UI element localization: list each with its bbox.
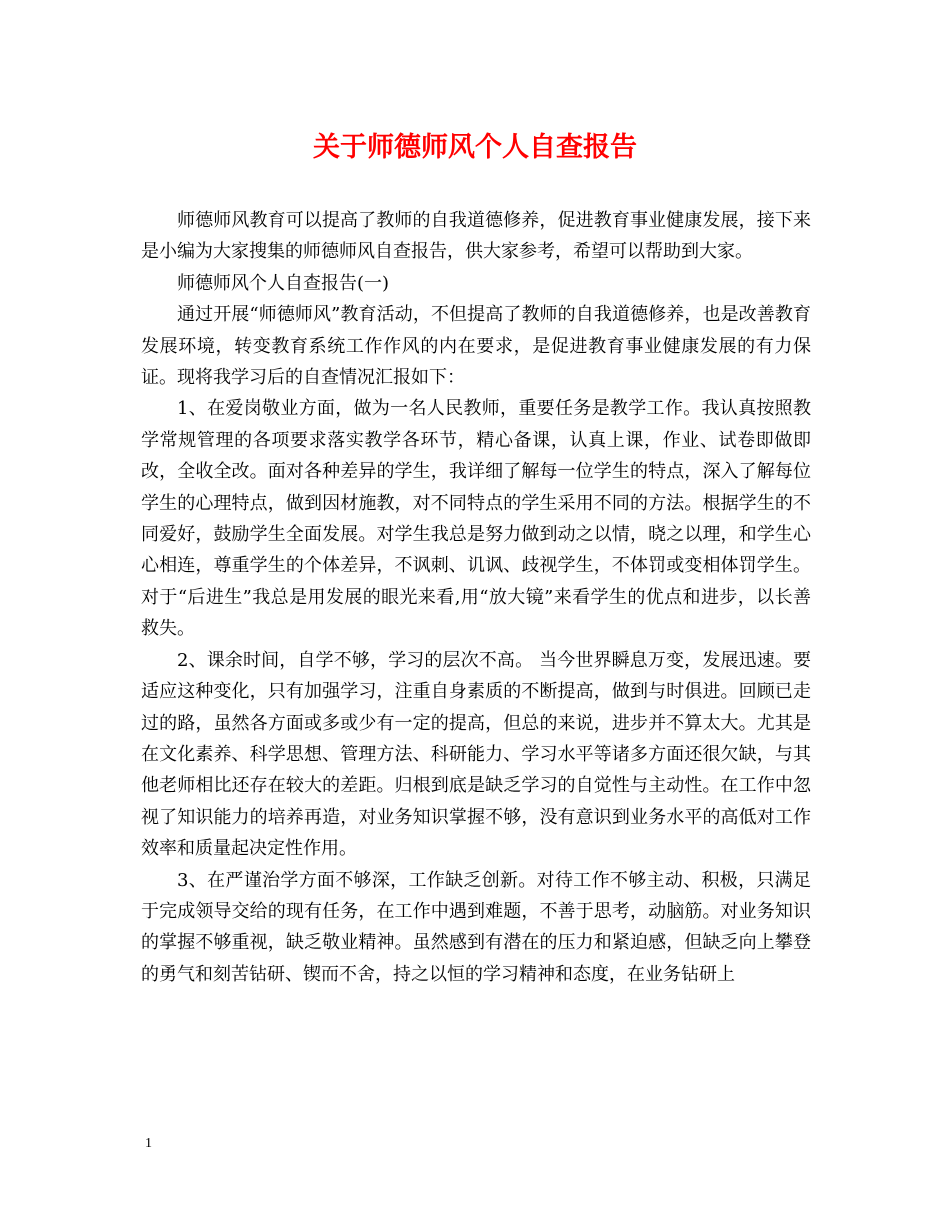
document-title: 关于师德师风个人自查报告 [313,132,637,163]
page-number: 1 [145,1136,152,1151]
body-paragraph: 1、在爱岗敬业方面，做为一名人民教师，重要任务是教学工作。我认真按照教学常规管理的各项要求落实教学各环节，精心备课，认真上课，作业、试卷即做即改，全收全改。面对各种差异的学生，我详细了解每一位学生的特点，深入了解每位学生的心理特点，做到因材施教，对不同特点的学生采用不同的方法。根据学生的不同爱好，鼓励学生全面发展。对学生我总是努力做到动之以情，晓之以理，和学生心心相连，尊重学生的个体差异，不讽刺、讥讽、歧视学生，不体罚或变相体罚学生。对于“后进生”我总是用发展的眼光来看,用“放大镜”来看学生的优点和进步，以长善救失。 [141,398,811,640]
section-heading: 师德师风个人自查报告(一) [177,272,390,294]
body-paragraph: 通过开展“师德师风”教育活动，不但提高了教师的自我道德修养，也是改善教育发展环境，转变教育系统工作作风的内在要求，是促进教育事业健康发展的有力保证。现将我学习后的自查情况汇报如下： [141,304,811,389]
body-paragraph: 3、在严谨治学方面不够深，工作缺乏创新。对待工作不够主动、积极，只满足于完成领导交给的现有任务，在工作中遇到难题，不善于思考，动脑筋。对业务知识的掌握不够重视，缺乏敬业精神。虽然感到有潜在的压力和紧迫感，但缺乏向上攀登的勇气和刻苦钻研、锲而不舍，持之以恒的学习精神和态度，在业务钻研上 [141,869,811,985]
body-paragraph: 2、课余时间，自学不够，学习的层次不高。 当今世界瞬息万变，发展迅速。要适应这种变化，只有加强学习，注重自身素质的不断提高，做到与时俱进。回顾已走过的路，虽然各方面或多或少有一定的提高，但总的来说，进步并不算太大。尤其是在文化素养、科学思想、管理方法、科研能力、学习水平等诸多方面还很欠缺，与其他老师相比还存在较大的差距。归根到底是缺乏学习的自觉性与主动性。在工作中忽视了知识能力的培养再造，对业务知识掌握不够，没有意识到业务水平的高低对工作效率和质量起决定性作用。 [141,649,811,860]
intro-paragraph: 师德师风教育可以提高了教师的自我道德修养，促进教育事业健康发展，接下来是小编为大家搜集的师德师风自查报告，供大家参考，希望可以帮助到大家。 [141,210,811,263]
document-body [141,205,811,990]
